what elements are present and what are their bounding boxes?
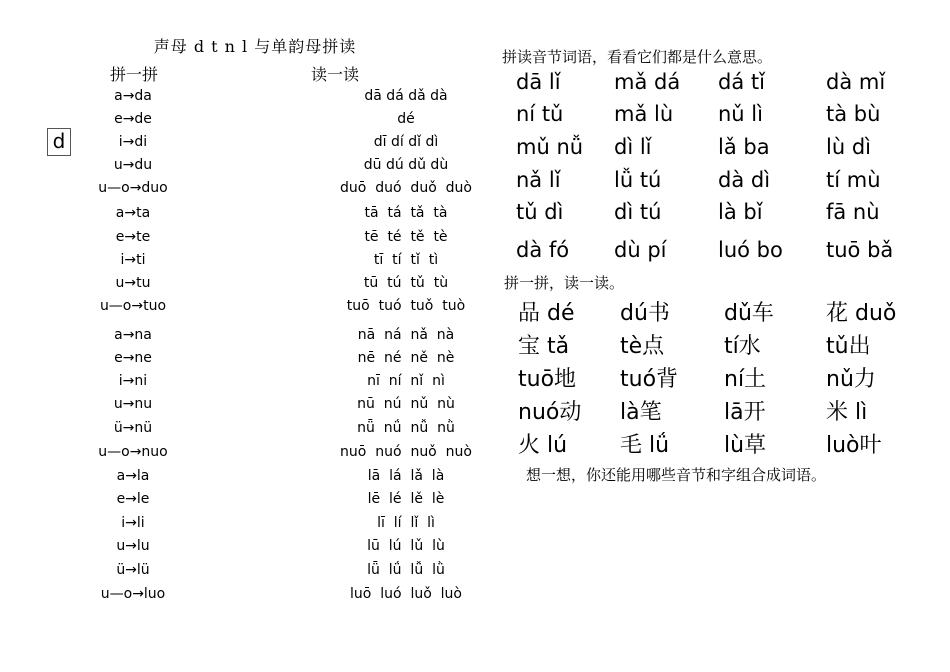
spell-cell: e→de <box>114 111 152 127</box>
pinyin-char-pair: luò叶 <box>826 433 882 458</box>
footer-prompt: 想一想，你还能用哪些音节和字组合成词语。 <box>526 466 827 484</box>
pinyin-word: dà fó <box>516 238 570 262</box>
spell-cell: u→lu <box>116 538 150 554</box>
pinyin-char-pair: tǔ出 <box>826 334 871 359</box>
pinyin-word: dá tǐ <box>718 70 765 94</box>
read-cell: tū tú tǔ tù <box>363 275 449 291</box>
pinyin-word: mǎ lù <box>614 102 674 126</box>
spelling-row <box>80 420 455 442</box>
pinyin-word: là bǐ <box>718 200 763 224</box>
pinyin-char-pair: tuó背 <box>620 367 679 392</box>
read-cell: nū nú nǔ nù <box>357 396 455 412</box>
pinyin-char-pair: nǔ力 <box>826 367 876 392</box>
read-cell: lī lí lǐ lì <box>377 515 435 531</box>
column-header-read: 读一读 <box>310 65 359 84</box>
pinyin-word: nǎ lǐ <box>516 168 561 192</box>
spelling-row <box>80 327 455 349</box>
read-cell: nē né ně nè <box>357 350 455 366</box>
pinyin-word: dā lǐ <box>516 70 561 94</box>
spell-cell: u→du <box>113 157 153 173</box>
word-row <box>506 168 906 200</box>
word-row <box>506 238 906 270</box>
initial-letter-box: d <box>47 128 71 156</box>
word-row <box>506 135 906 167</box>
pinyin-word: nǔ lì <box>718 102 763 126</box>
spelling-row <box>80 134 439 156</box>
spelling-row <box>80 515 435 537</box>
read-cell: dī dí dǐ dì <box>373 134 439 150</box>
left-title: 声母 d t n l 与单韵母拼读 <box>153 37 357 56</box>
spell-cell: e→ne <box>114 350 152 366</box>
read-cell: dé <box>397 111 415 127</box>
spelling-row <box>80 157 449 179</box>
char-row <box>510 362 910 394</box>
read-cell: tā tá tǎ tà <box>364 205 448 221</box>
spell-cell: u—o→tuo <box>99 298 167 314</box>
read-cell: dā dá dǎ dà <box>364 88 448 104</box>
read-cell: tē té tě tè <box>364 229 448 245</box>
word-row <box>506 102 906 134</box>
word-row <box>506 200 906 232</box>
pinyin-word: lǚ tú <box>614 168 662 192</box>
pinyin-word: tí mù <box>826 168 881 192</box>
char-row <box>510 395 910 427</box>
pinyin-char-pair: là笔 <box>620 400 662 425</box>
spelling-row <box>80 180 472 202</box>
spell-cell: ü→lü <box>116 562 150 578</box>
read-cell: nā ná nǎ nà <box>357 327 455 343</box>
pinyin-char-pair: 花 duǒ <box>826 301 897 326</box>
spelling-row <box>80 298 466 320</box>
pinyin-char-pair: 毛 lǘ <box>620 433 670 458</box>
read-cell: nǖ nǘ nǚ nǜ <box>357 420 455 436</box>
pinyin-char-pair: dú书 <box>620 301 670 326</box>
spell-cell: u→tu <box>115 275 151 291</box>
column-header-spell: 拼一拼 <box>109 65 158 84</box>
spell-cell: e→le <box>116 491 150 507</box>
spell-cell: a→da <box>114 88 152 104</box>
spell-cell: e→te <box>115 229 151 245</box>
pinyin-char-pair: nuó动 <box>518 400 582 425</box>
spell-cell: i→di <box>118 134 148 150</box>
spell-cell: u—o→duo <box>98 180 168 196</box>
read-cell: nī ní nǐ nì <box>367 373 445 389</box>
spelling-row <box>80 396 455 418</box>
pinyin-word: tà bù <box>826 102 881 126</box>
spelling-row <box>80 205 448 227</box>
pinyin-word: mǎ dá <box>614 70 681 94</box>
spelling-row <box>80 444 472 466</box>
word-row <box>506 70 906 102</box>
spelling-row <box>80 373 445 395</box>
read-cell: duō duó duǒ duò <box>339 180 472 196</box>
spell-cell: a→la <box>116 468 150 484</box>
pinyin-word: lù dì <box>826 135 871 159</box>
pinyin-word: ní tǔ <box>516 102 564 126</box>
pinyin-word: mǔ nǚ <box>516 135 584 159</box>
spelling-row <box>80 275 449 297</box>
pinyin-char-pair: 火 lú <box>518 433 568 458</box>
words-section-title: 拼读音节词语，看看它们都是什么意思。 <box>502 48 773 66</box>
spelling-row <box>80 468 445 490</box>
pinyin-word: dà mǐ <box>826 70 886 94</box>
pinyin-word: dà dì <box>718 168 771 192</box>
pinyin-char-pair: dǔ车 <box>724 301 774 326</box>
spelling-row <box>80 252 439 274</box>
spelling-row <box>80 88 448 110</box>
spelling-row <box>80 491 445 513</box>
spelling-row <box>80 586 462 608</box>
pinyin-word: dù pí <box>614 238 667 262</box>
spell-cell: u→nu <box>113 396 153 412</box>
spelling-row <box>80 538 445 560</box>
pinyin-word: tǔ dì <box>516 200 564 224</box>
pinyin-word: dì lǐ <box>614 135 652 159</box>
pinyin-char-pair: tuō地 <box>518 367 577 392</box>
read-cell: tī tí tǐ tì <box>373 252 439 268</box>
pinyin-char-pair: 米 lì <box>826 400 868 425</box>
read-cell: lǖ lǘ lǚ lǜ <box>367 562 445 578</box>
pinyin-word: luó bo <box>718 238 783 262</box>
read-cell: lē lé lě lè <box>367 491 445 507</box>
char-row <box>510 296 910 328</box>
pinyin-char-pair: 品 dé <box>518 301 575 326</box>
read-cell: nuō nuó nuǒ nuò <box>340 444 472 460</box>
chars-section-title: 拼一拼，读一读。 <box>504 274 625 292</box>
read-cell: dū dú dǔ dù <box>363 157 449 173</box>
char-row <box>510 329 910 361</box>
char-row <box>510 428 910 460</box>
spell-cell: u—o→nuo <box>98 444 168 460</box>
pinyin-char-pair: ní土 <box>724 367 767 392</box>
spell-cell: i→li <box>121 515 145 531</box>
spelling-row <box>80 350 455 372</box>
pinyin-word: lǎ ba <box>718 135 770 159</box>
read-cell: luō luó luǒ luò <box>349 586 462 602</box>
spell-cell: a→ta <box>115 205 151 221</box>
spelling-row <box>80 111 430 133</box>
spelling-row <box>80 229 448 251</box>
pinyin-char-pair: lā开 <box>724 400 766 425</box>
spell-cell: u—o→luo <box>100 586 166 602</box>
pinyin-char-pair: tè点 <box>620 334 665 359</box>
pinyin-char-pair: lù草 <box>724 433 767 458</box>
read-cell: lū lú lǔ lù <box>367 538 445 554</box>
spell-cell: i→ni <box>118 373 148 389</box>
pinyin-char-pair: 宝 tǎ <box>518 334 570 359</box>
spell-cell: ü→nü <box>113 420 153 436</box>
pinyin-word: fā nù <box>826 200 880 224</box>
spelling-row <box>80 562 445 584</box>
pinyin-word: tuō bǎ <box>826 238 894 262</box>
read-cell: tuō tuó tuǒ tuò <box>346 298 466 314</box>
spell-cell: i→ti <box>120 252 146 268</box>
pinyin-word: dì tú <box>614 200 662 224</box>
pinyin-char-pair: tí水 <box>724 334 761 359</box>
spell-cell: a→na <box>114 327 152 343</box>
read-cell: lā lá lǎ là <box>367 468 445 484</box>
